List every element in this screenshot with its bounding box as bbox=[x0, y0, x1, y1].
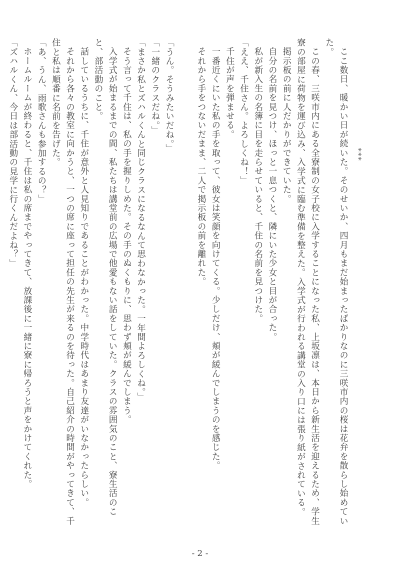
paragraph: ホームルームが終わると、千住は私の席までやってきて、放課後に一緒に寮に帰ろうと声をかけてくれた。 bbox=[21, 46, 32, 489]
paragraph: 入学式が始まるまでの間、私たちは講堂前の広場で他愛もない話をしていた。クラスの雰囲気のこと、寮生活のこと、部活動のこと。 bbox=[92, 38, 118, 516]
paragraph: 掲示板の前に人だかりができていた。 bbox=[281, 46, 292, 203]
text-column-left bbox=[7, 38, 176, 526]
paragraph: それから手をつないだまま、二人で掲示板の前を離れた。 bbox=[195, 46, 206, 286]
paragraph: それから各々の教室に向かうと、一つの席に座って担任の先生が来るのを待った。自己紹介の時間がやってきて、千住と私は順番に名前を告げた。 bbox=[50, 38, 75, 525]
dialogue-line: 「あ、うん、雨歌さんも参加するの？」 bbox=[36, 38, 47, 204]
text-column-right bbox=[180, 38, 350, 526]
paragraph: そう言って千住は、私の手を握りしめた。その手のぬくもりに、思わず頬が緩んでしまう。 bbox=[121, 46, 132, 424]
paragraph: この春、三咲市内にある全寮制の女子校に入学することになった私、上坂凛は、本日から新生活を迎えるため、学生寮の部屋に荷物を運び込み、入学式に臨む準備を整えた。入学式が行われる講堂の入り口には張り紙がされている。 bbox=[295, 38, 320, 525]
paragraph: 自分の名前を見つけ、ほっと一息つくと、隣にいた少女と目が合った。 bbox=[266, 46, 277, 341]
paragraph: 話しているうちに、千住が意外と人見知りであることがわかった。中学時代はあまり友達がいなかったらしい。 bbox=[78, 46, 89, 507]
dialogue-line: 「うん。そうみたいだね。」 bbox=[164, 38, 174, 154]
paragraph: 私が新入生の名簿に目を走らせていると、千住の名前を見つけた。 bbox=[252, 46, 263, 323]
section-ornament: *** bbox=[354, 148, 362, 162]
page-number: - 2 - bbox=[191, 549, 209, 559]
paragraph: 千住が声を弾ませる。 bbox=[224, 46, 235, 139]
dialogue-line: 「ズハルくん、今日は部活動の見学に行くんだよね？」 bbox=[7, 38, 18, 268]
paragraph: 一番近くにいた私の手を取って、彼女は笑顔を向けてくる。少しだけ、頬が緩んでしまうのを感じた。 bbox=[210, 46, 221, 470]
paragraph: ここ数日、暖かい日が続いた。そのせいか、四月もまだ始まったばかりなのに三咲市内の桜は花弁を散らし始めていた。 bbox=[323, 38, 348, 525]
dialogue-line: 「ええ、千住さん。よろしくね！」 bbox=[238, 38, 249, 186]
dialogue-line: 「まさか私とズハルくんと同じクラスになるなんて思わなかった。一年間よろしくね。」 bbox=[135, 38, 146, 402]
dialogue-line: 「一緒のクラスだね。」 bbox=[149, 38, 160, 135]
